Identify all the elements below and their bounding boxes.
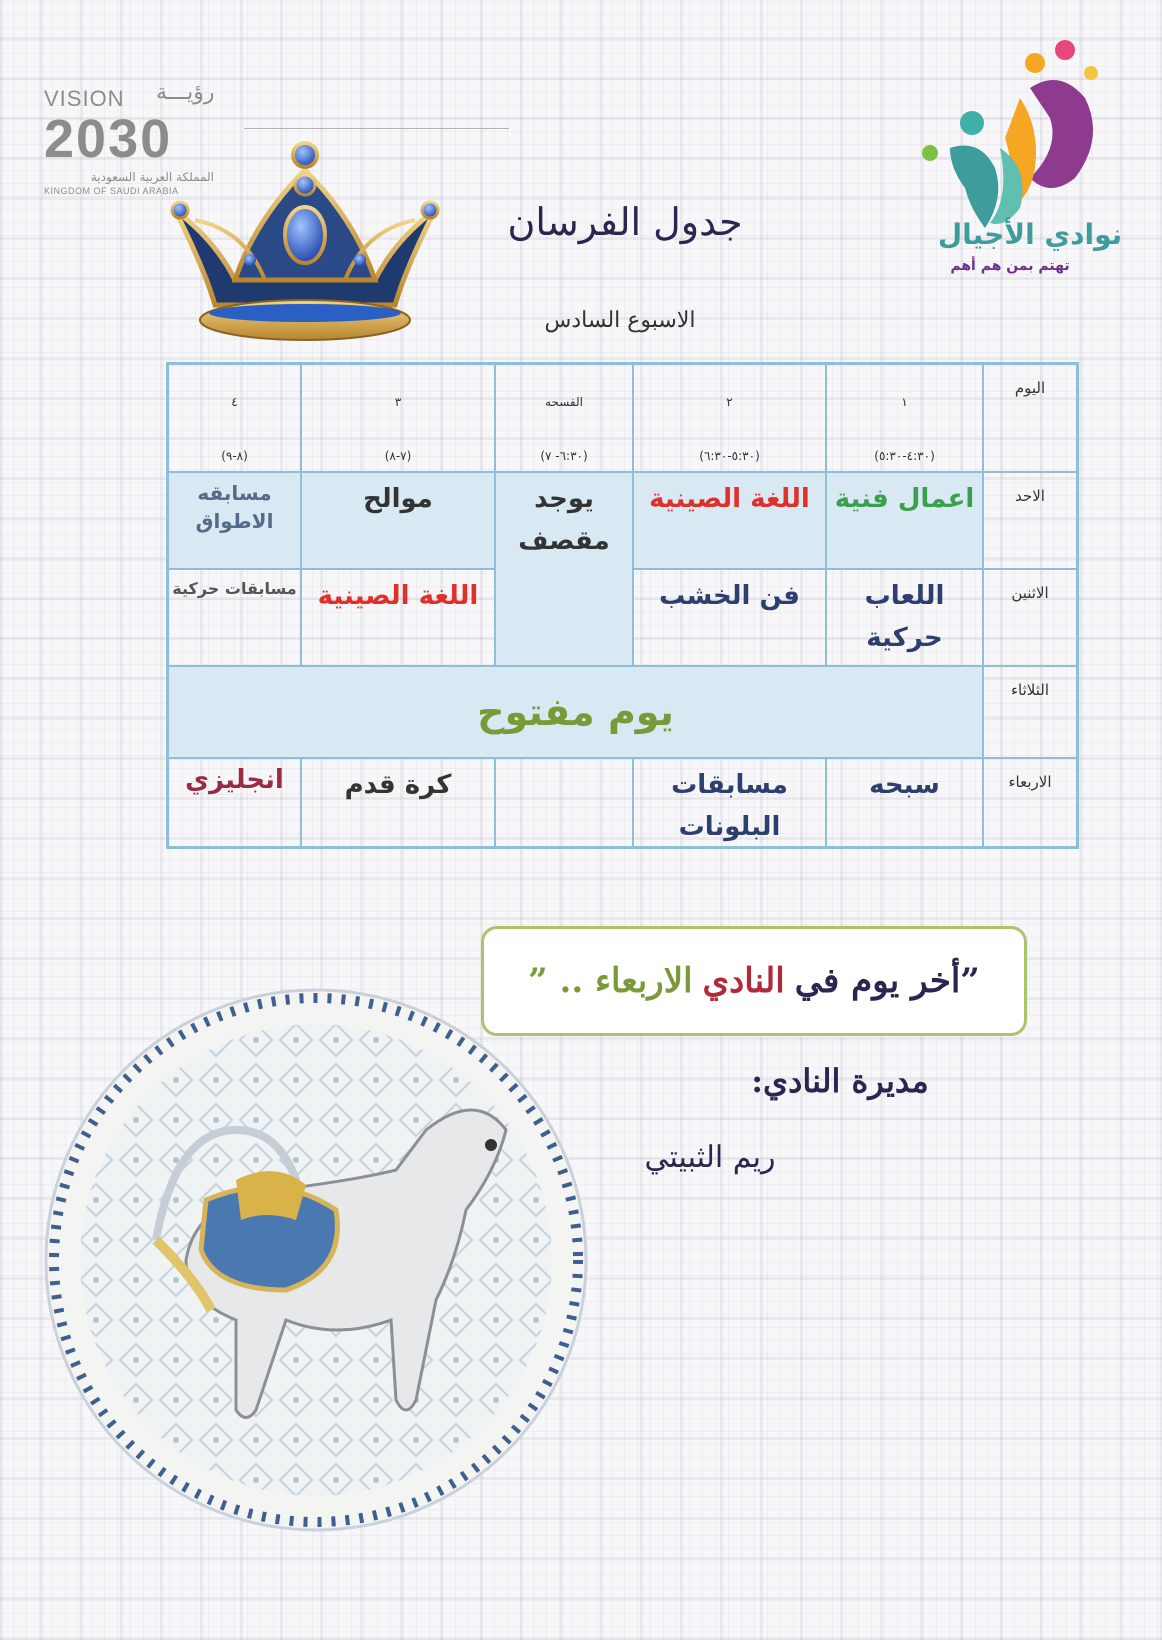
activity-text: مسابقه الاطواق [195,481,274,533]
notice-part-2: النادي [702,961,785,1001]
activity-text: كرة قدم [344,770,452,800]
activity-text: اللعاب حركية [864,581,945,653]
director-name: ريم الثبيتي [644,1140,776,1175]
sunday-period-2 [633,472,826,569]
header-break [495,364,633,472]
wednesday-period-3 [301,758,495,847]
header-period-3 [301,364,495,472]
week-label: الاسبوع السادس [544,308,696,333]
activity-text: اللغة الصينية [317,581,479,611]
period-number: ١ [901,395,908,409]
activity-text: يوجد مقصف [518,484,610,556]
wednesday-break [495,758,633,847]
period-number: ٤ [231,395,238,409]
period-number: ٣ [394,395,402,409]
activity-text: موالح [363,484,433,514]
notice-part-3: الاربعاء .. ” [528,961,693,1001]
vision-word: VISION [44,86,125,111]
period-number: ٢ [726,395,733,409]
activity-text: انجليزي [185,765,284,795]
period-time: (٥:٣٠-٦:٣٠) [699,449,760,463]
period-time: (٨-٩) [221,449,248,463]
period-time: (٦:٣٠- ٧) [540,449,588,463]
header-day-text: اليوم [1014,379,1046,397]
kingdom-english: KINGDOM OF SAUDI ARABIA [44,186,179,196]
activity-text: اعمال فنية [834,484,975,514]
activity-text: اللغة الصينية [649,484,810,514]
header-period-4 [168,364,301,472]
wednesday-period-2 [633,758,826,847]
sunday-period-1 [826,472,983,569]
activity-text: سبحه [869,770,940,800]
wednesday-period-1 [826,758,983,847]
page-title: جدول الفرسان [507,200,743,244]
day-sunday [983,472,1077,569]
monday-period-4 [168,569,301,666]
club-slogan: تهتم بمن هم أهم [950,258,1070,274]
activity-text: فن الخشب [659,581,800,611]
vision-arabic-word: رؤيـــة [156,80,215,105]
header-period-2 [633,364,826,472]
period-time: (٧-٨) [384,449,412,463]
monday-period-2 [633,569,826,666]
horse-plate-icon [36,980,596,1540]
day-wednesday [983,758,1077,847]
day-tuesday [983,666,1077,758]
day-label: الاربعاء [1008,773,1052,791]
director-title: مديرة النادي: [751,1062,929,1100]
day-label: الثلاثاء [1011,681,1050,699]
open-day-text: يوم مفتوح [477,690,674,734]
sunday-period-3 [301,472,495,569]
activity-text: مسابقات حركية [172,579,297,598]
vision-year: 2030 [44,109,173,169]
period-number: الفسحه [545,395,583,409]
crown-icon [155,130,455,350]
header-day-label [983,364,1077,472]
break-cell [495,472,633,666]
open-day-cell [168,666,983,758]
period-time: (٤:٣٠-٥:٣٠) [874,449,935,463]
day-monday [983,569,1077,666]
wednesday-period-4 [168,758,301,847]
kingdom-arabic: المملكة العربية السعودية [90,170,214,184]
day-label: الاثنين [1011,584,1049,602]
activity-text: مسابقات البلونات [671,770,788,842]
notice-part-1: ”أخر يوم في [794,961,980,1001]
club-name: نوادي الأجيال [937,218,1123,251]
monday-period-3 [301,569,495,666]
day-label: الاحد [1015,487,1045,505]
monday-period-1 [826,569,983,666]
logo-divider [244,128,509,129]
schedule-table [166,362,1079,849]
sunday-period-4 [168,472,301,569]
header-period-1 [826,364,983,472]
